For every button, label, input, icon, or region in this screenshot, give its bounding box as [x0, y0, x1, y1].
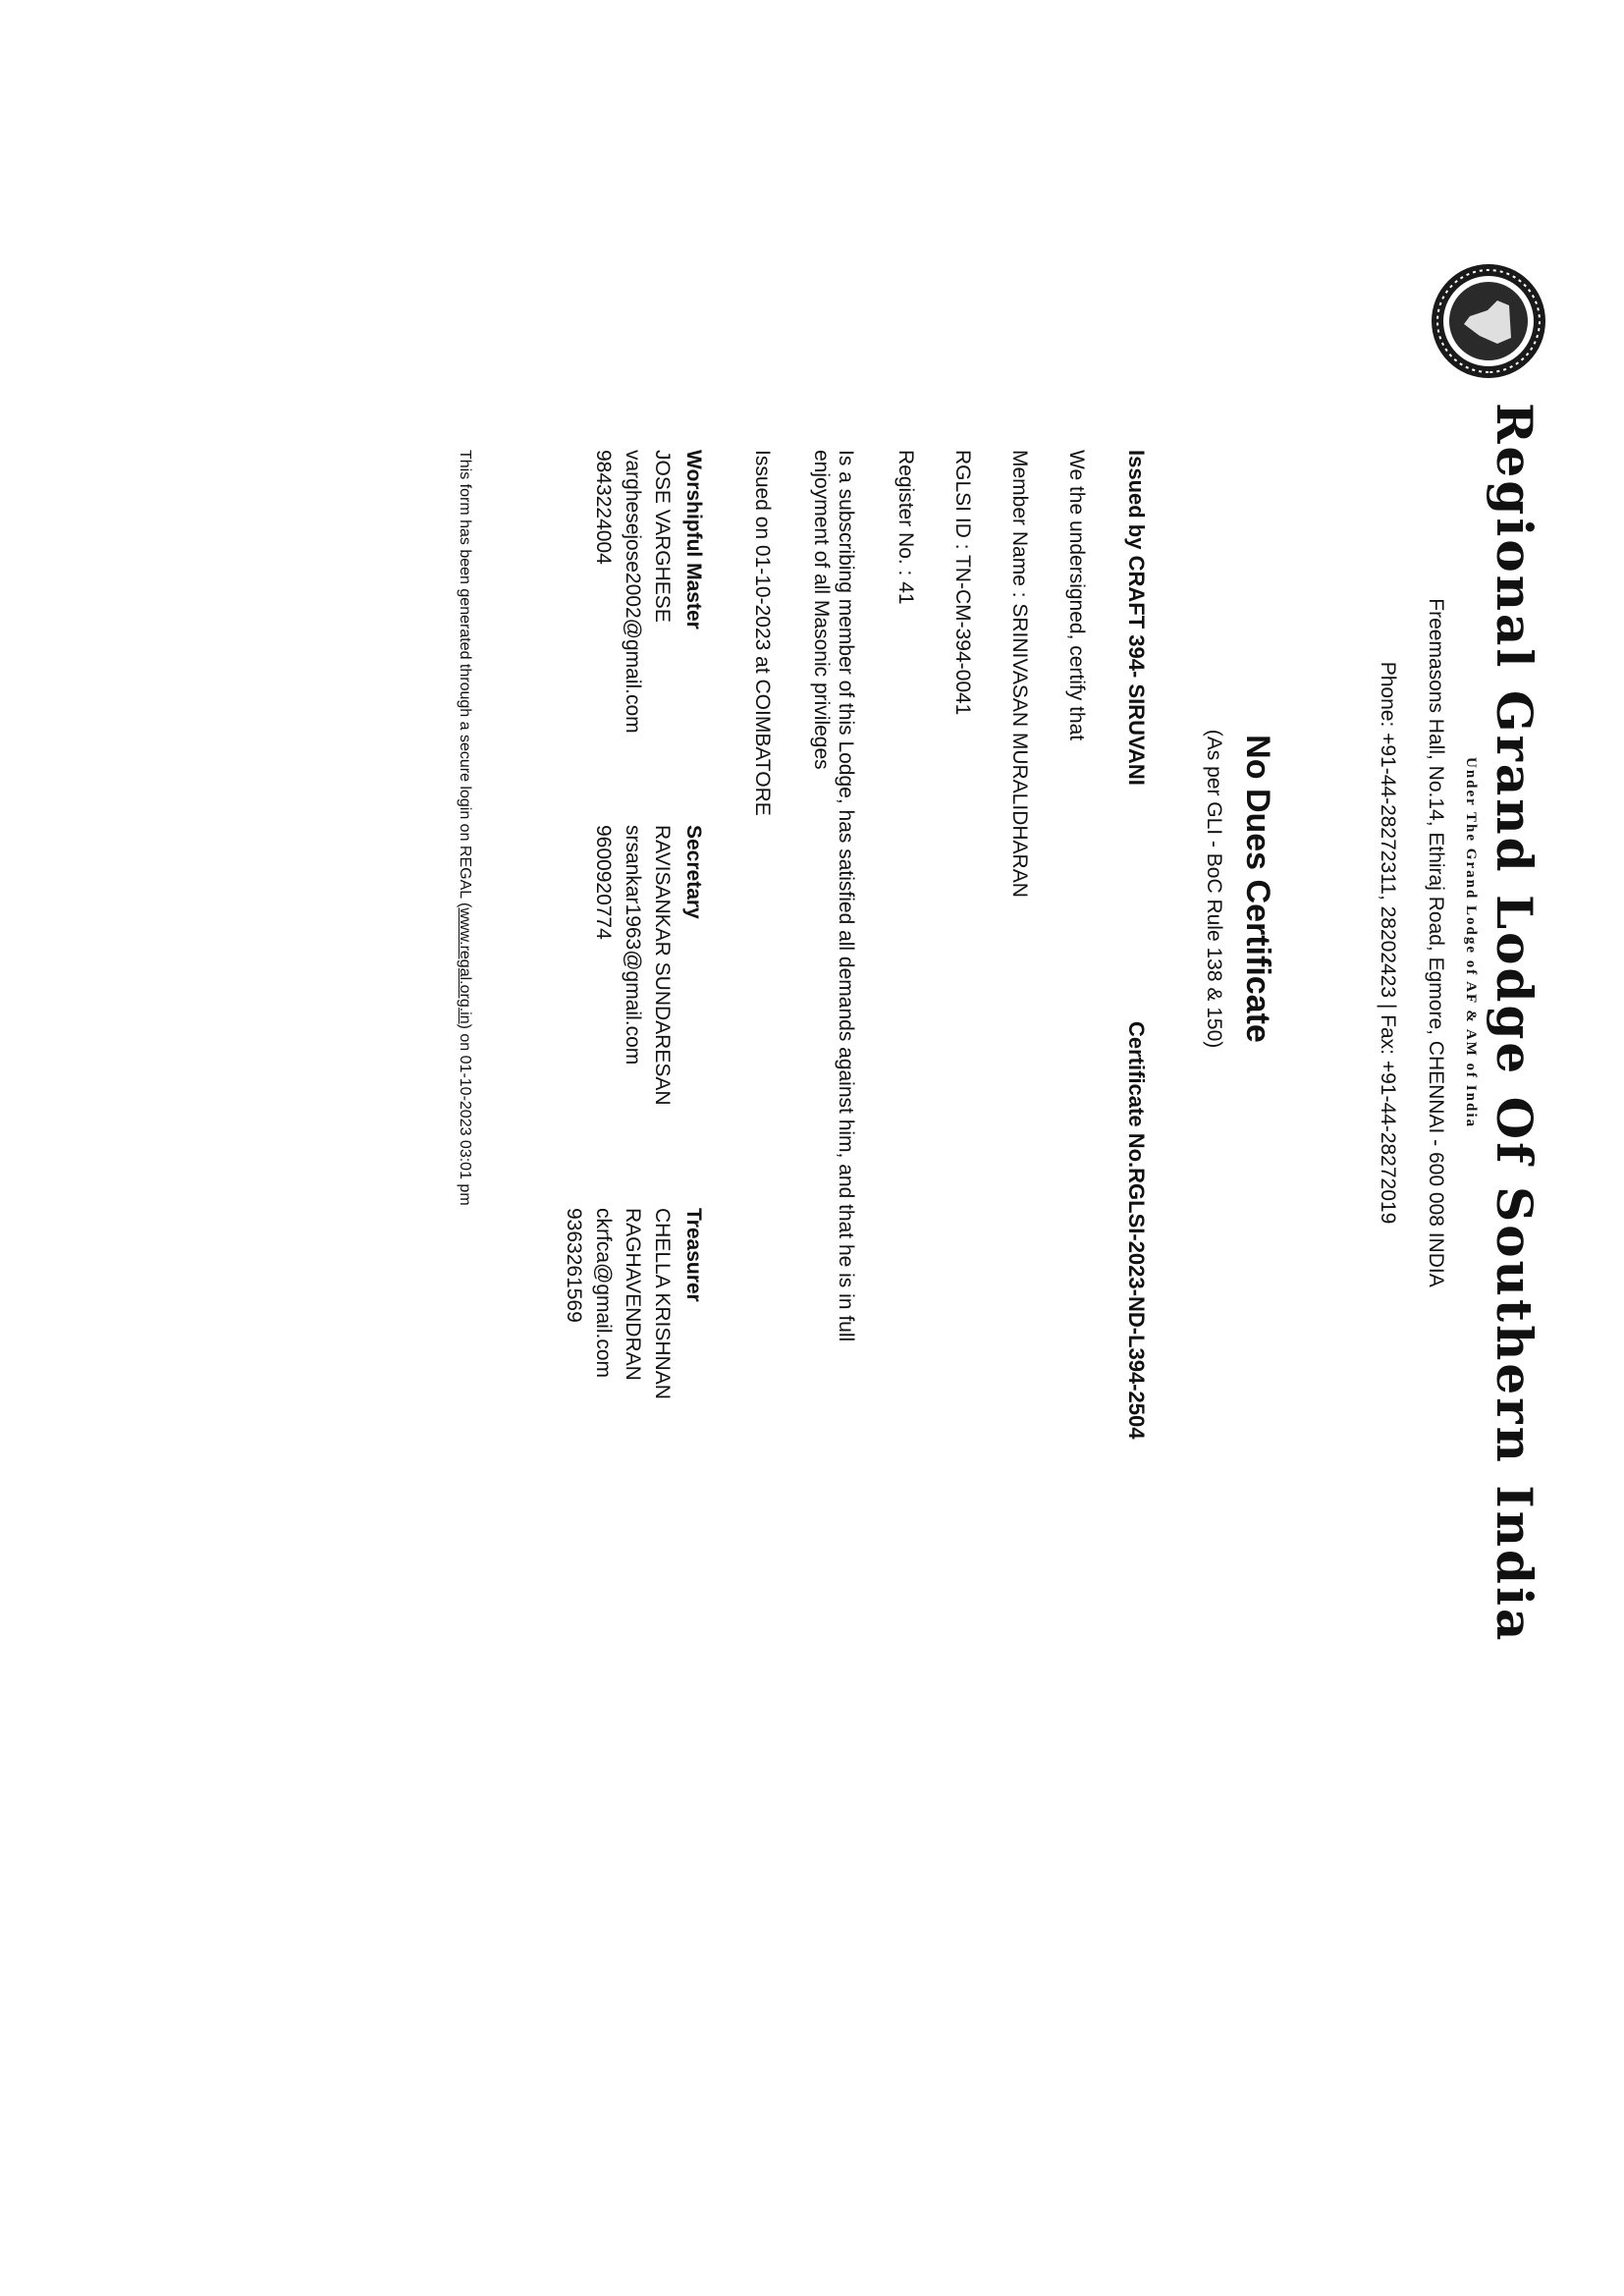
signatory-name: RAVISANKAR SUNDARESAN [651, 825, 674, 1106]
signatory-role: Worshipful Master [682, 450, 705, 629]
signatory-role: Treasurer [682, 1208, 705, 1302]
signatory-email: varghesejose2002@gmail.com [622, 450, 644, 734]
issued-on: Issued on 01-10-2023 at COIMBATORE [751, 450, 774, 816]
signatory-phone: 9843224004 [592, 450, 615, 565]
generation-footer [456, 450, 473, 1206]
org-contact: Phone: +91-44-28272311, 28202423 | Fax: +91-44-28272019 [1377, 661, 1399, 1225]
issued-by: Issued by CRAFT 394- SIRUVANI [1124, 450, 1149, 786]
signatory-name: JOSE VARGHESE [651, 450, 674, 623]
org-address: Freemasons Hall, No.14, Ethiraj Road, Egmore, CHENNAI - 600 008 INDIA [1425, 598, 1447, 1287]
certify-intro: We the undersigned, certify that [1065, 450, 1088, 741]
certificate-rule: (As per GLI - BoC Rule 138 & 150) [1203, 729, 1225, 1049]
footer-prefix: This form has been generated through a secure login on REGAL ( [457, 450, 473, 908]
lodge-seal-icon [1429, 261, 1548, 381]
statement-line-1: Is a subscribing member of this Lodge, has satisfied all demands against him, and that he is in full [835, 450, 857, 1342]
signatory-name: CHELLA KRISHNAN [651, 1208, 674, 1399]
member-name: Member Name : SRINIVASAN MURALIDHARAN [1008, 450, 1031, 898]
signatory-role: Secretary [682, 825, 705, 919]
rglsi-id: RGLSI ID : TN-CM-394-0041 [951, 450, 974, 716]
certificate-title: No Dues Certificate [1239, 735, 1276, 1043]
register-no: Register No. : 41 [894, 450, 917, 605]
org-name: Regional Grand Lodge Of Southern India [1486, 403, 1543, 1644]
org-subtitle: Under The Grand Lodge of AF & AM of India [1463, 756, 1479, 1128]
regal-link[interactable]: www.regal.org.in [457, 907, 473, 1024]
signatory-name-cont: RAGHAVENDRAN [622, 1208, 644, 1381]
signatory-phone: 9600920774 [592, 825, 615, 940]
certificate-number: Certificate No.RGLSI-2023-ND-L394-2504 [1124, 1021, 1149, 1440]
signatory-phone: 9363261569 [563, 1208, 585, 1323]
statement-line-2: enjoyment of all Masonic privileges [810, 450, 833, 770]
signatory-email: ckrfca@gmail.com [592, 1208, 615, 1379]
certificate-page [0, 236, 1571, 1644]
signatory-email: srsankar1963@gmail.com [622, 825, 644, 1066]
footer-suffix: ) on 01-10-2023 03:01 pm [457, 1023, 473, 1206]
